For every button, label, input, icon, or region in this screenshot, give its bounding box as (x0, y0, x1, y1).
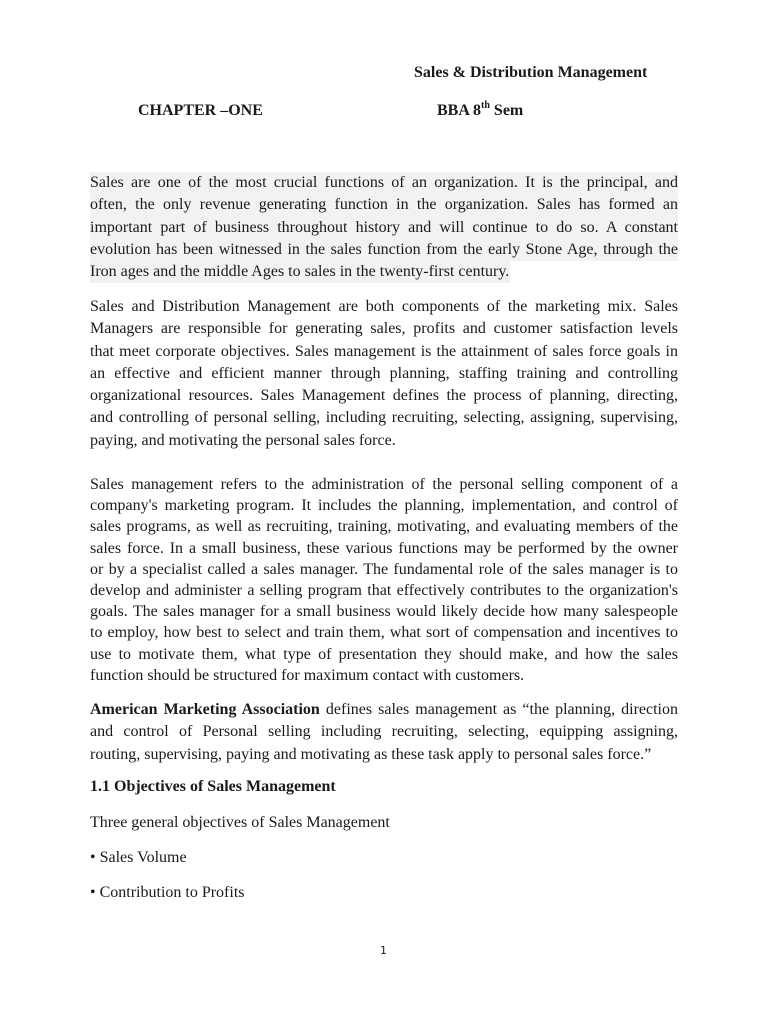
text-line: Managers are responsible for generating sales, profits and customer satisfaction levels (90, 320, 678, 338)
text-line: and control of Personal selling including recruiting, selecting, equipping assigning, (90, 723, 678, 741)
text-line: routing, supervising, paying and motivating as these task apply to personal sales force.” (90, 745, 652, 763)
bullet-item: • Contribution to Profits (90, 884, 245, 901)
program-sup: th (481, 100, 490, 111)
text-line: paying, and motivating the personal sales force. (90, 431, 396, 449)
text-line: goals. The sales manager for a small business would likely decide how many salespeople (90, 603, 678, 621)
section-intro: Three general objectives of Sales Management (90, 814, 390, 831)
ama-definition (90, 699, 678, 766)
course-title: Sales & Distribution Management (414, 64, 648, 81)
text-line: important part of business throughout history and will continue to do so. A constant (90, 217, 678, 239)
text-line: often, the only revenue generating function in the organization. Sales has formed an (90, 194, 678, 216)
program-prefix: BBA 8 (437, 102, 482, 119)
text-line: Sales and Distribution Management are both components of the marketing mix. Sales (90, 298, 678, 315)
text-line: to employ, how best to select and train them, what sort of compensation and incentives to (90, 624, 678, 642)
bullet-item: • Sales Volume (90, 849, 187, 866)
text-line: Iron ages and the middle Ages to sales in the twenty-first century. (90, 261, 510, 283)
text-line: Sales are one of the most crucial functions of an organization. It is the principal, and (90, 172, 678, 194)
paragraph-sdm (90, 296, 678, 452)
paragraph-intro (90, 172, 678, 283)
text-line: evolution has been witnessed in the sales function from the early Stone Age, through the (90, 239, 678, 261)
text-line (90, 699, 678, 721)
program-suffix: Sem (489, 102, 524, 119)
text-line: organizational resources. Sales Management defines the process of planning, directing, (90, 387, 678, 405)
ama-text: defines sales management as “the planning, direction (319, 701, 679, 718)
text-line: develop and administer a selling program that effectively contributes to the organization's (90, 581, 678, 599)
text-line: company's marketing program. It includes the planning, implementation, and control of (90, 497, 678, 515)
program-label (437, 102, 523, 120)
text-line: use to motivate them, what type of presentation they should make, and how the sales (90, 645, 678, 663)
text-line: sales force. In a small business, these various functions may be performed by the owner (90, 539, 678, 557)
text-line: and controlling of personal selling, including recruiting, selecting, assigning, supervising, (90, 409, 678, 427)
text-line: sales programs, as well as recruiting, training, motivating, and evaluating members of the (90, 518, 678, 536)
text-line: an effective and efficient manner through planning, staffing training and controlling (90, 364, 678, 382)
text-line: Sales management refers to the administration of the personal selling component of a (90, 476, 678, 493)
section-heading: 1.1 Objectives of Sales Management (90, 778, 336, 795)
text-line: or by a specialist called a sales manager. The fundamental role of the sales manager is to (90, 560, 678, 578)
paragraph-sales-management (90, 474, 678, 686)
text-line: that meet corporate objectives. Sales management is the attainment of sales force goals in (90, 342, 678, 360)
ama-name: American Marketing Association (90, 701, 320, 718)
chapter-label: CHAPTER –ONE (138, 102, 263, 119)
page-number: 1 (380, 944, 387, 957)
text-line: function should be structured for maximum contact with customers. (90, 666, 525, 684)
